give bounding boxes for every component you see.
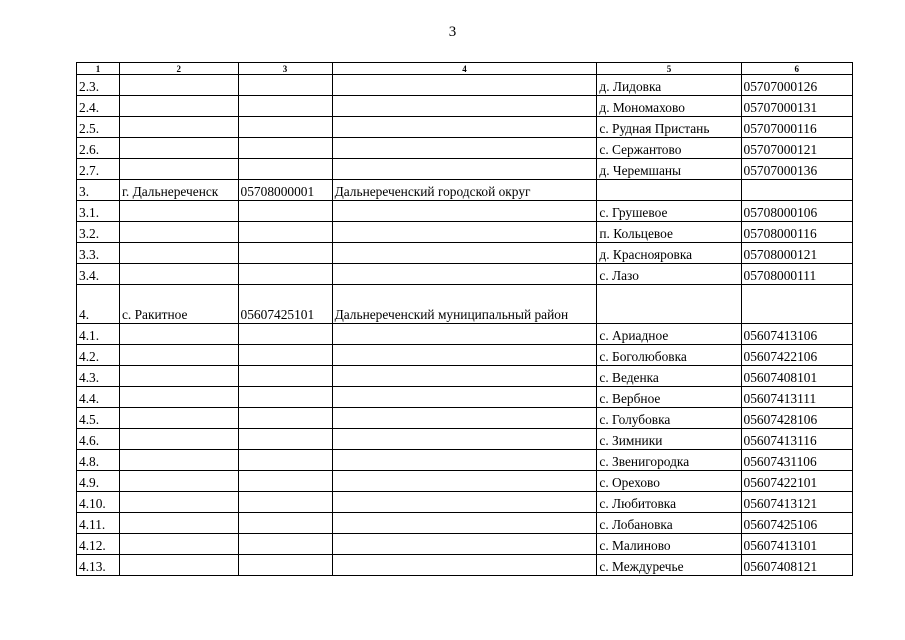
row-number-cell: 3.1. (77, 201, 120, 222)
table-row (77, 75, 853, 96)
admin-center-cell (119, 513, 238, 534)
row-number-cell: 4.12. (77, 534, 120, 555)
municipality-name-cell (332, 429, 597, 450)
settlement-cell: с. Междуречье (597, 555, 741, 576)
municipality-name-cell (332, 471, 597, 492)
settlement-cell: с. Лазо (597, 264, 741, 285)
admin-center-code-cell (238, 408, 332, 429)
table-row (77, 345, 853, 366)
row-number-cell: 4.1. (77, 324, 120, 345)
admin-center-code-cell (238, 471, 332, 492)
row-number-cell: 2.3. (77, 75, 120, 96)
row-number-cell: 4.6. (77, 429, 120, 450)
admin-center-cell (119, 387, 238, 408)
admin-center-code-cell (238, 450, 332, 471)
table-row (77, 387, 853, 408)
row-number-cell: 3.4. (77, 264, 120, 285)
admin-center-cell: с. Ракитное (119, 285, 238, 324)
admin-center-cell (119, 264, 238, 285)
municipality-name-cell (332, 324, 597, 345)
municipality-name-cell: Дальнереченский муниципальный район (332, 285, 597, 324)
admin-center-cell (119, 429, 238, 450)
settlement-cell (597, 285, 741, 324)
row-number-cell: 4.11. (77, 513, 120, 534)
admin-center-cell (119, 75, 238, 96)
column-number-row (77, 63, 853, 75)
table-row (77, 492, 853, 513)
settlement-cell: д. Черемшаны (597, 159, 741, 180)
column-number: 6 (741, 63, 852, 75)
admin-center-cell (119, 471, 238, 492)
municipality-name-cell (332, 555, 597, 576)
admin-center-cell (119, 117, 238, 138)
settlement-cell: с. Боголюбовка (597, 345, 741, 366)
admin-center-cell (119, 345, 238, 366)
row-number-cell: 3.2. (77, 222, 120, 243)
settlement-cell: с. Грушевое (597, 201, 741, 222)
oktmo-code-cell: 05607422106 (741, 345, 852, 366)
settlement-cell: с. Лобановка (597, 513, 741, 534)
settlement-cell: с. Малиново (597, 534, 741, 555)
municipality-name-cell (332, 117, 597, 138)
row-number-cell: 3. (77, 180, 120, 201)
settlement-cell: с. Рудная Пристань (597, 117, 741, 138)
admin-center-cell (119, 492, 238, 513)
admin-center-code-cell (238, 201, 332, 222)
settlement-cell: д. Краснояровка (597, 243, 741, 264)
admin-center-code-cell (238, 222, 332, 243)
table-row (77, 201, 853, 222)
admin-center-code-cell (238, 492, 332, 513)
municipality-name-cell (332, 408, 597, 429)
table-row (77, 555, 853, 576)
municipality-name-cell (332, 450, 597, 471)
settlement-cell: с. Голубовка (597, 408, 741, 429)
admin-center-code-cell (238, 243, 332, 264)
table-row (77, 159, 853, 180)
admin-center-code-cell (238, 429, 332, 450)
oktmo-code-cell: 05607413121 (741, 492, 852, 513)
table-row (77, 366, 853, 387)
oktmo-code-cell: 05708000116 (741, 222, 852, 243)
oktmo-code-cell: 05708000121 (741, 243, 852, 264)
municipality-name-cell (332, 264, 597, 285)
oktmo-code-cell: 05707000116 (741, 117, 852, 138)
admin-center-cell (119, 96, 238, 117)
table-row (77, 513, 853, 534)
column-number: 4 (332, 63, 597, 75)
oktmo-code-cell (741, 285, 852, 324)
admin-center-code-cell (238, 264, 332, 285)
admin-center-cell (119, 222, 238, 243)
admin-center-code-cell (238, 555, 332, 576)
table-row (77, 117, 853, 138)
oktmo-code-cell: 05607413116 (741, 429, 852, 450)
row-number-cell: 4.3. (77, 366, 120, 387)
settlements-table (76, 62, 853, 576)
admin-center-code-cell (238, 534, 332, 555)
admin-center-code-cell: 05708000001 (238, 180, 332, 201)
oktmo-code-cell: 05607408101 (741, 366, 852, 387)
admin-center-cell (119, 201, 238, 222)
settlement-cell: п. Кольцевое (597, 222, 741, 243)
oktmo-code-cell: 05607425106 (741, 513, 852, 534)
admin-center-code-cell (238, 324, 332, 345)
row-number-cell: 2.4. (77, 96, 120, 117)
municipality-name-cell (332, 513, 597, 534)
municipality-name-cell (332, 534, 597, 555)
table-row (77, 264, 853, 285)
settlement-cell: с. Вербное (597, 387, 741, 408)
oktmo-code-cell: 05607422101 (741, 471, 852, 492)
table-row (77, 408, 853, 429)
row-number-cell: 4.2. (77, 345, 120, 366)
municipality-name-cell (332, 243, 597, 264)
table-row (77, 534, 853, 555)
municipality-name-cell (332, 138, 597, 159)
row-number-cell: 4. (77, 285, 120, 324)
admin-center-code-cell (238, 117, 332, 138)
table-row (77, 96, 853, 117)
row-number-cell: 4.13. (77, 555, 120, 576)
admin-center-code-cell: 05607425101 (238, 285, 332, 324)
municipality-name-cell (332, 366, 597, 387)
settlement-cell: с. Звенигородка (597, 450, 741, 471)
admin-center-cell (119, 555, 238, 576)
row-number-cell: 2.7. (77, 159, 120, 180)
admin-center-code-cell (238, 387, 332, 408)
table-row (77, 222, 853, 243)
table-row (77, 138, 853, 159)
column-number: 3 (238, 63, 332, 75)
oktmo-code-cell: 05707000131 (741, 96, 852, 117)
table-row (77, 471, 853, 492)
admin-center-code-cell (238, 138, 332, 159)
municipality-name-cell (332, 345, 597, 366)
settlement-cell: с. Сержантово (597, 138, 741, 159)
table-row (77, 429, 853, 450)
settlement-cell: д. Лидовка (597, 75, 741, 96)
admin-center-code-cell (238, 513, 332, 534)
admin-center-cell: г. Дальнереченск (119, 180, 238, 201)
oktmo-code-cell: 05708000106 (741, 201, 852, 222)
column-number: 2 (119, 63, 238, 75)
settlement-cell: с. Орехово (597, 471, 741, 492)
column-number: 1 (77, 63, 120, 75)
oktmo-code-cell: 05607428106 (741, 408, 852, 429)
municipality-name-cell: Дальнереченский городской округ (332, 180, 597, 201)
oktmo-code-cell: 05607408121 (741, 555, 852, 576)
admin-center-cell (119, 159, 238, 180)
admin-center-code-cell (238, 75, 332, 96)
oktmo-code-cell: 05708000111 (741, 264, 852, 285)
oktmo-code-cell: 05607413101 (741, 534, 852, 555)
settlement-cell: с. Зимники (597, 429, 741, 450)
oktmo-code-cell: 05707000121 (741, 138, 852, 159)
oktmo-code-cell: 05707000126 (741, 75, 852, 96)
admin-center-cell (119, 366, 238, 387)
admin-center-cell (119, 243, 238, 264)
admin-center-code-cell (238, 159, 332, 180)
oktmo-code-cell (741, 180, 852, 201)
settlement-cell: д. Мономахово (597, 96, 741, 117)
settlement-cell: с. Любитовка (597, 492, 741, 513)
oktmo-code-cell: 05707000136 (741, 159, 852, 180)
admin-center-cell (119, 534, 238, 555)
row-number-cell: 4.10. (77, 492, 120, 513)
row-number-cell: 2.6. (77, 138, 120, 159)
municipality-name-cell (332, 75, 597, 96)
row-number-cell: 4.5. (77, 408, 120, 429)
settlement-cell (597, 180, 741, 201)
row-number-cell: 4.8. (77, 450, 120, 471)
municipality-name-cell (332, 159, 597, 180)
municipality-name-cell (332, 492, 597, 513)
admin-center-code-cell (238, 345, 332, 366)
row-number-cell: 3.3. (77, 243, 120, 264)
table-row (77, 180, 853, 201)
table-row (77, 243, 853, 264)
admin-center-cell (119, 408, 238, 429)
municipality-name-cell (332, 201, 597, 222)
municipality-name-cell (332, 222, 597, 243)
admin-center-cell (119, 138, 238, 159)
municipality-name-cell (332, 96, 597, 117)
row-number-cell: 4.4. (77, 387, 120, 408)
oktmo-code-cell: 05607413111 (741, 387, 852, 408)
admin-center-cell (119, 450, 238, 471)
admin-center-code-cell (238, 96, 332, 117)
settlement-cell: с. Веденка (597, 366, 741, 387)
row-number-cell: 4.9. (77, 471, 120, 492)
oktmo-code-cell: 05607431106 (741, 450, 852, 471)
admin-center-code-cell (238, 366, 332, 387)
table-row (77, 324, 853, 345)
page-number: 3 (448, 24, 457, 40)
row-number-cell: 2.5. (77, 117, 120, 138)
municipality-name-cell (332, 387, 597, 408)
table-row (77, 450, 853, 471)
table-row (77, 285, 853, 324)
admin-center-cell (119, 324, 238, 345)
settlement-cell: с. Ариадное (597, 324, 741, 345)
column-number: 5 (597, 63, 741, 75)
oktmo-code-cell: 05607413106 (741, 324, 852, 345)
